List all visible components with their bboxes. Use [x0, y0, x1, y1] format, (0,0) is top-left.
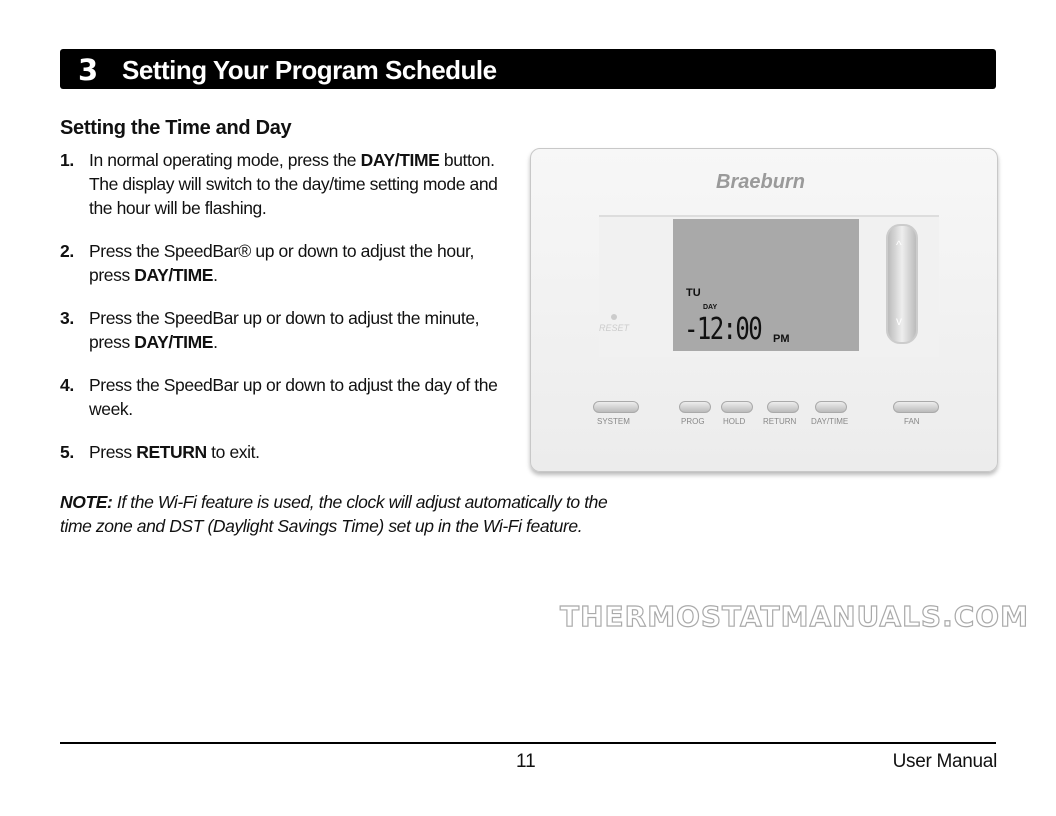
- note-label: NOTE:: [60, 492, 113, 512]
- subsection-heading: Setting the Time and Day: [60, 117, 292, 139]
- brand-logo: Braeburn: [716, 171, 805, 193]
- steps-list: [60, 148, 608, 538]
- watermark: THERMOSTATMANUALS.COM: [560, 600, 1029, 633]
- fan-button: [893, 401, 939, 413]
- hold-button: [721, 401, 753, 413]
- step-2: [60, 239, 500, 287]
- step-3: [60, 306, 500, 354]
- step-4: [60, 373, 500, 421]
- lcd-day-label: DAY: [703, 304, 718, 311]
- step-text: Press the SpeedBar up or down to adjust the minute, press DAY/TIME.: [89, 308, 480, 352]
- prog-label: PROG: [681, 417, 705, 426]
- step-text: Press RETURN to exit.: [89, 442, 260, 462]
- footer-label: User Manual: [892, 751, 997, 772]
- fan-label: FAN: [904, 417, 920, 426]
- lcd-day: TU: [686, 287, 701, 299]
- chevron-up-icon: ^: [896, 238, 902, 252]
- step-number: 3.: [60, 308, 74, 328]
- step-number: 4.: [60, 375, 74, 395]
- step-text: Press the SpeedBar® up or down to adjust the hour, press DAY/TIME.: [89, 241, 474, 285]
- system-label: SYSTEM: [597, 417, 630, 426]
- chevron-down-icon: v: [896, 314, 902, 328]
- hold-label: HOLD: [723, 417, 746, 426]
- reset-button: [611, 314, 617, 320]
- section-number: 3: [78, 53, 99, 87]
- section-title: Setting Your Program Schedule: [122, 55, 497, 85]
- step-number: 1.: [60, 150, 74, 170]
- lcd-ampm: PM: [773, 333, 790, 345]
- section-header-bar: [60, 49, 996, 89]
- footer-rule: [60, 742, 996, 744]
- page-number: 11: [516, 751, 536, 772]
- daytime-label: DAY/TIME: [811, 417, 849, 426]
- prog-button: [679, 401, 711, 413]
- step-number: 2.: [60, 241, 74, 261]
- step-5: [60, 440, 500, 464]
- speedbar: [886, 224, 918, 344]
- note-text: If the Wi-Fi feature is used, the clock will adjust automatically to the time zone and DST (Daylight Savings Time) set up in the Wi-Fi feature.: [60, 492, 608, 536]
- step-text: In normal operating mode, press the DAY/TIME button. The display will switch to the day/time setting mode and the hour will be flashing.: [89, 150, 498, 218]
- step-text: Press the SpeedBar up or down to adjust the day of the week.: [89, 375, 498, 419]
- reset-label: RESET: [599, 323, 630, 333]
- return-label: RETURN: [763, 417, 797, 426]
- step-1: [60, 148, 500, 220]
- thermostat-illustration: [530, 148, 998, 472]
- return-button: [767, 401, 799, 413]
- lcd-time: -12:00: [684, 312, 762, 347]
- system-button: [593, 401, 639, 413]
- daytime-button: [815, 401, 847, 413]
- step-number: 5.: [60, 442, 74, 462]
- note: [60, 490, 620, 538]
